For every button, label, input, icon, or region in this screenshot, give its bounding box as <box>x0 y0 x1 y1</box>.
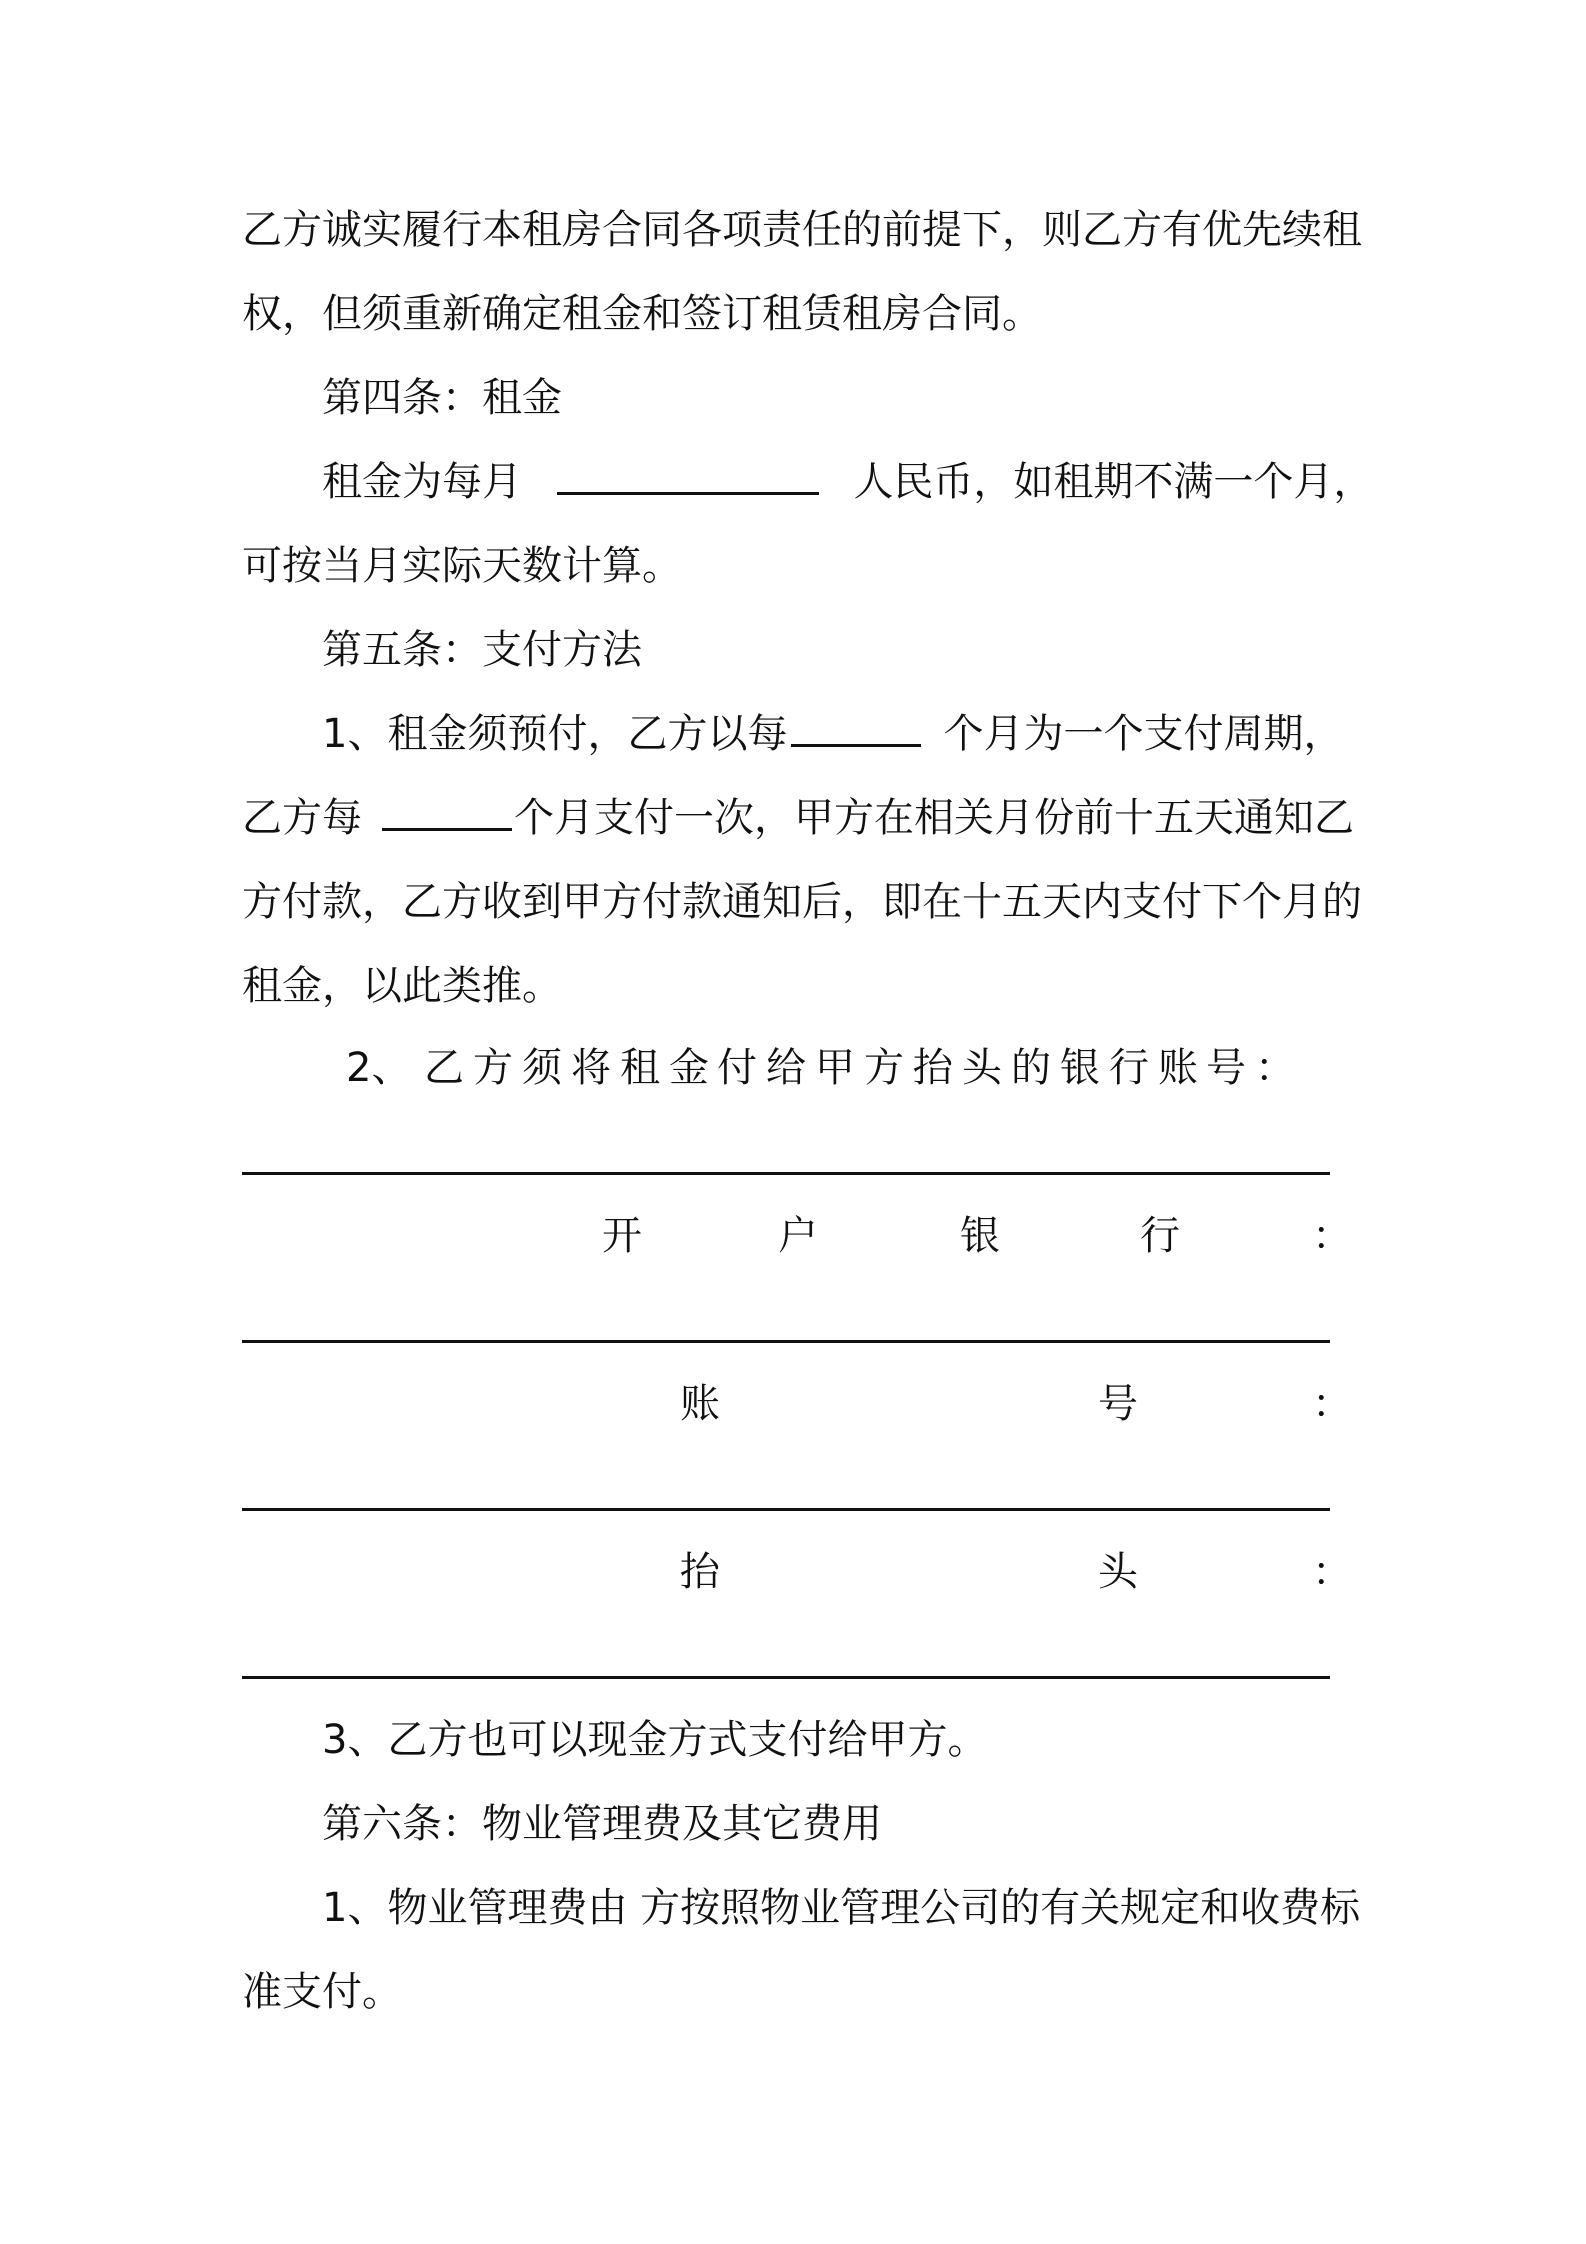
spaced-character: 账 <box>1158 1045 1198 1091</box>
spaced-character: 抬 <box>680 1549 720 1595</box>
spaced-character: 甲 <box>815 1045 855 1091</box>
paragraph-line: 准支付。 <box>242 1969 402 2015</box>
fill-in-rule[interactable] <box>242 1172 1330 1175</box>
payment-frequency-prefix: 乙方每 <box>242 795 362 841</box>
spaced-character: 头 <box>962 1045 1002 1091</box>
spaced-character: 开 <box>602 1213 642 1259</box>
paragraph-line: 1、物业管理费由 方按照物业管理公司的有关规定和收费标 <box>322 1885 1361 1931</box>
payment-frequency-suffix: 个月支付一次，甲方在相关月份前十五天通知乙 <box>514 795 1354 841</box>
spaced-character: 户 <box>778 1213 818 1259</box>
spaced-character: 银 <box>1060 1045 1100 1091</box>
spaced-character: 金 <box>669 1045 709 1091</box>
article-4-title: 第四条：租金 <box>322 375 562 421</box>
spaced-character: 乙 <box>424 1045 464 1091</box>
payment-cycle-prefix: 1、租金须预付，乙方以每 <box>322 711 788 757</box>
paragraph-line: 方付款，乙方收到甲方付款通知后，即在十五天内支付下个月的 <box>242 879 1362 925</box>
payment-frequency-blank[interactable] <box>382 794 512 831</box>
spaced-character: 头 <box>1098 1549 1138 1595</box>
payment-cycle-blank[interactable] <box>791 710 921 747</box>
spaced-character: ： <box>1312 1213 1352 1259</box>
spaced-character: 抬 <box>913 1045 953 1091</box>
payment-cycle-line <box>322 706 1343 762</box>
fill-in-rule[interactable] <box>242 1676 1330 1679</box>
spaced-character: 银 <box>960 1213 1000 1259</box>
article-6-title: 第六条：物业管理费及其它费用 <box>322 1801 882 1847</box>
spaced-character: ： <box>1312 1549 1352 1595</box>
paragraph-line: 租金，以此类推。 <box>242 963 562 1009</box>
spaced-character: 给 <box>766 1045 806 1091</box>
paragraph-line: 权，但须重新确定租金和签订租赁租房合同。 <box>242 291 1042 337</box>
spaced-character: 号 <box>1098 1381 1138 1427</box>
spaced-character: 账 <box>680 1381 720 1427</box>
fill-in-rule[interactable] <box>242 1340 1330 1343</box>
paragraph-line: 可按当月实际天数计算。 <box>242 543 682 589</box>
spaced-character: 方 <box>473 1045 513 1091</box>
spaced-character: ： <box>1312 1381 1352 1427</box>
article-5-title: 第五条：支付方法 <box>322 627 642 673</box>
rent-suffix: 人民币，如租期不满一个月， <box>853 459 1374 505</box>
spaced-character: 的 <box>1011 1045 1051 1091</box>
spaced-character: 租 <box>620 1045 660 1091</box>
spaced-character: 须 <box>522 1045 562 1091</box>
spaced-character: 行 <box>1140 1213 1180 1259</box>
paragraph-line: 乙方诚实履行本租房合同各项责任的前提下，则乙方有优先续租 <box>242 207 1362 253</box>
spaced-character: 将 <box>571 1045 611 1091</box>
spaced-character: 2、 <box>346 1045 412 1091</box>
spaced-character: 号 <box>1206 1045 1246 1091</box>
rent-amount-blank[interactable] <box>557 458 819 495</box>
spaced-character: ： <box>1255 1045 1295 1091</box>
spaced-character: 方 <box>864 1045 904 1091</box>
rent-prefix: 租金为每月 <box>322 459 522 505</box>
payment-frequency-line <box>242 790 1354 846</box>
fill-in-rule[interactable] <box>242 1508 1330 1511</box>
spaced-character: 付 <box>717 1045 757 1091</box>
rent-line <box>322 454 1373 510</box>
payment-cycle-suffix: 个月为一个支付周期， <box>943 711 1344 757</box>
spaced-character: 行 <box>1109 1045 1149 1091</box>
paragraph-line: 3、乙方也可以现金方式支付给甲方。 <box>322 1717 988 1763</box>
